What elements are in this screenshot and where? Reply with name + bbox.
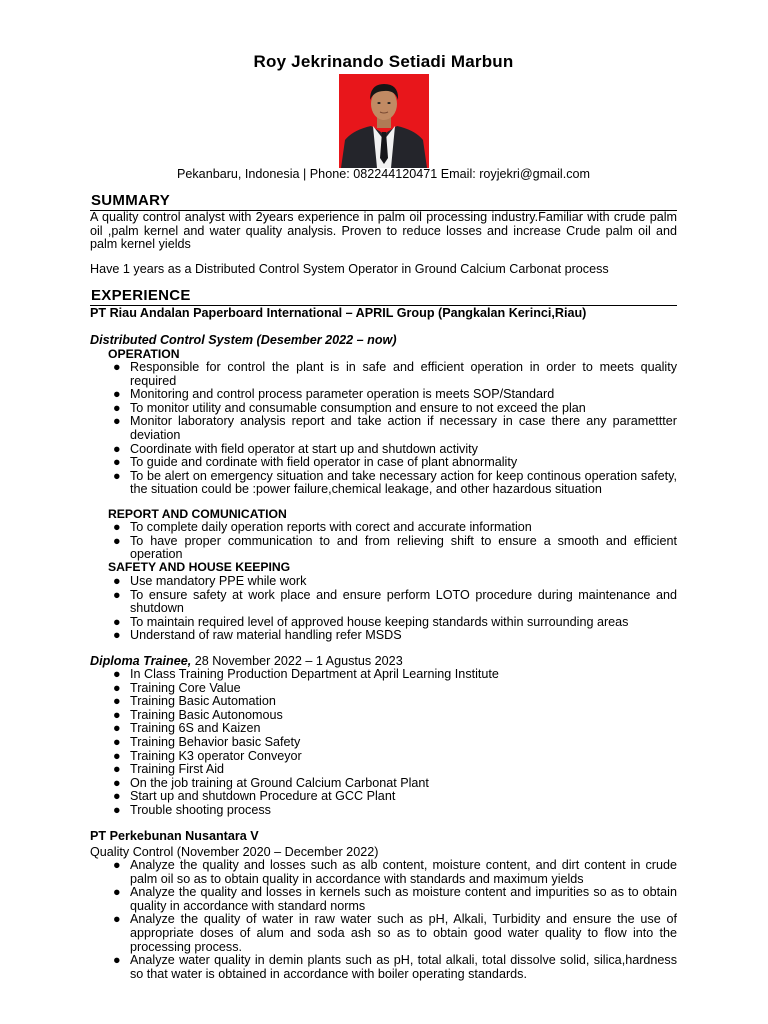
list-item: ● To monitor utility and consumable consumption and ensure to not exceed the plan bbox=[113, 400, 586, 415]
trainee-dates: 28 November 2022 – 1 Agustus 2023 bbox=[191, 654, 403, 668]
role-dcs: Distributed Control System (Desember 2022 – now) bbox=[90, 333, 397, 347]
safety-heading: SAFETY AND HOUSE KEEPING bbox=[108, 560, 291, 574]
list-item: ● Responsible for control the plant is in safe and efficient operation in order to meets quality required bbox=[113, 360, 677, 388]
list-item: ● To guide and cordinate with field operator in case of plant abnormality bbox=[113, 455, 518, 470]
summary-dcs-paragraph: Have 1 years as a Distributed Control System Operator in Ground Calcium Carbonat process bbox=[90, 262, 609, 276]
list-item: ● Training 6S and Kaizen bbox=[113, 721, 261, 736]
list-item: ● Use mandatory PPE while work bbox=[113, 574, 307, 588]
report-heading: REPORT AND COMUNICATION bbox=[108, 507, 287, 521]
list-item: ● Analyze the quality and losses in kernels such as moisture content and impurities so as to obtain quality in accordance with standard norms bbox=[113, 885, 677, 913]
list-item: ● To maintain required level of approved house keeping standards within surrounding areas bbox=[113, 614, 629, 629]
list-item: ● Training Basic Autonomous bbox=[113, 707, 283, 722]
profile-photo bbox=[339, 74, 429, 168]
list-item: ● Analyze the quality of water in raw water such as pH, Alkali, Turbidity and ensure the use of appropriate doses of alum and soda ash so as to obtain good water quality to flow into the processing process. bbox=[113, 912, 677, 954]
operation-heading: OPERATION bbox=[108, 347, 180, 361]
list-item: ● To be alert on emergency situation and take necessary action for keep continous operation safety, the situation could be :power failure,chemical leakage, and other hazardous situation bbox=[113, 468, 677, 497]
safety-list bbox=[90, 575, 677, 643]
candidate-name: Roy Jekrinando Setiadi Marbun bbox=[253, 52, 514, 71]
list-item: ● Coordinate with field operator at start up and shutdown activity bbox=[113, 441, 478, 456]
summary-heading: SUMMARY bbox=[91, 192, 171, 209]
report-list bbox=[90, 521, 677, 562]
operation-list bbox=[90, 361, 677, 497]
list-item: ● Understand of raw material handling refer MSDS bbox=[113, 628, 402, 643]
list-item: ● To have proper communication to and from relieving shift to ensure a smooth and efficient operation bbox=[113, 533, 677, 562]
contact-line: Pekanbaru, Indonesia | Phone: 082244120471 Email: royjekri@gmail.com bbox=[176, 167, 590, 181]
company-april: PT Riau Andalan Paperboard International – APRIL Group (Pangkalan Kerinci,Riau) bbox=[90, 306, 587, 320]
list-item: ● Analyze water quality in demin plants such as pH, total alkali, total dissolve solid, silica,hardness so that water is obtained in accordance with boiler operating standards. bbox=[113, 953, 677, 981]
trainee-role: Diploma Trainee, bbox=[90, 654, 192, 668]
list-item: ● Monitoring and control process parameter operation is meets SOP/Standard bbox=[113, 387, 555, 402]
experience-heading: EXPERIENCE bbox=[91, 287, 191, 304]
list-item: ● Training Core Value bbox=[113, 680, 241, 695]
list-item: ● Training K3 operator Conveyor bbox=[113, 748, 302, 763]
qc-list bbox=[90, 859, 677, 981]
list-item: ● Training Basic Automation bbox=[113, 694, 276, 709]
list-item: ● In Class Training Production Department at April Learning Institute bbox=[113, 667, 499, 681]
list-item: ● To ensure safety at work place and ensure perform LOTO procedure during maintenance and shutdown bbox=[113, 587, 677, 616]
trainee-list bbox=[90, 668, 677, 818]
company-ptpn: PT Perkebunan Nusantara V bbox=[90, 829, 259, 843]
list-item: ● Analyze the quality and losses such as alb content, moisture content, and dirt content in crude palm oil so as to obtain quality in accordance with standards and maximum yields bbox=[113, 858, 677, 886]
list-item: ● Start up and shutdown Procedure at GCC Plant bbox=[113, 789, 396, 804]
list-item: ● Training Behavior basic Safety bbox=[113, 734, 301, 749]
role-qc: Quality Control (November 2020 – December 2022) bbox=[90, 845, 379, 859]
list-item: ● Trouble shooting process bbox=[113, 802, 271, 817]
list-item: ● On the job training at Ground Calcium Carbonat Plant bbox=[113, 775, 429, 790]
summary-paragraph: A quality control analyst with 2years experience in palm oil processing industry.Familiar with crude palm oil ,palm kernel and water quality analysis. Proven to reduce losses and increase Crude palm oil and palm kernel yields bbox=[90, 210, 677, 252]
list-item: ● Training First Aid bbox=[113, 762, 225, 777]
list-item: ● To complete daily operation reports with corect and accurate information bbox=[113, 520, 532, 534]
list-item: ● Monitor laboratory analysis report and take action if necessary in case there any paramettter deviation bbox=[113, 414, 677, 442]
